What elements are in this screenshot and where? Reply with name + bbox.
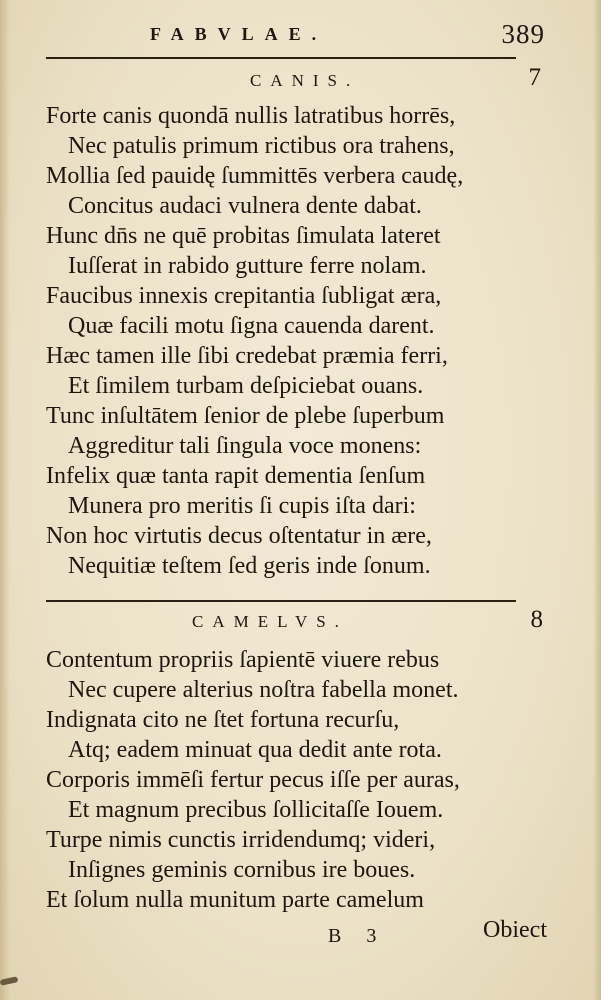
- verse-line: Hunc dn̄s ne quē probitas ſimulata lateret: [46, 223, 441, 249]
- section-rule: [46, 600, 516, 602]
- page-edge-left: [0, 0, 10, 1000]
- verse-line: Et magnum precibus ſollicitaſſe Iouem.: [68, 797, 444, 823]
- header-rule: [46, 57, 516, 59]
- verse-line: Infelix quæ tanta rapit dementia ſenſum: [46, 463, 426, 489]
- verse-line: Contentum propriis ſapientē viuere rebus: [46, 647, 440, 673]
- verse-line: Iuſſerat in rabido gutture ferre nolam.: [68, 253, 427, 279]
- verse-line: Forte canis quondā nullis latratibus horrēs,: [46, 103, 456, 129]
- verse-line: Nec cupere alterius noſtra fabella monet.: [68, 677, 459, 703]
- verse-line: Non hoc virtutis decus oſtentatur in ære,: [46, 523, 432, 549]
- verse-line: Indignata cito ne ſtet fortuna recurſu,: [46, 707, 400, 733]
- verse-line: Atq; eadem minuat qua dedit ante rota.: [68, 737, 442, 763]
- verse-line: Et ſimilem turbam deſpiciebat ouans.: [68, 373, 424, 399]
- verse-line: Turpe nimis cunctis irridendumq; videri,: [46, 827, 436, 853]
- verse-line: Concitus audaci vulnera dente dabat.: [68, 193, 422, 219]
- signature-mark: B 3: [328, 925, 387, 947]
- running-head: FABVLAE.: [150, 24, 328, 44]
- fable-number: 7: [528, 64, 541, 91]
- verse-line: Quæ facili motu ſigna cauenda darent.: [68, 313, 435, 339]
- fable-title: CANIS.: [250, 71, 360, 90]
- verse-line: Corporis immēſi fertur pecus iſſe per auras,: [46, 767, 460, 793]
- page-edge-right: [593, 0, 601, 1000]
- fable-number: 8: [530, 606, 543, 633]
- verse-line: Et ſolum nulla munitum parte camelum: [46, 887, 424, 913]
- verse-line: Faucibus innexis crepitantia ſubligat æra,: [46, 283, 442, 309]
- fable-title: CAMELVS.: [192, 612, 348, 631]
- verse-line: Nec patulis primum rictibus ora trahens,: [68, 133, 455, 159]
- catchword: Obiect: [483, 917, 547, 943]
- verse-line: Mollia ſed pauidę ſummittēs verbera caudę,: [46, 163, 464, 189]
- verse-line: Munera pro meritis ſi cupis iſta dari:: [68, 493, 416, 519]
- verse-line: Nequitiæ teſtem ſed geris inde ſonum.: [68, 553, 431, 579]
- verse-line: Hæc tamen ille ſibi credebat præmia ferri,: [46, 343, 448, 369]
- fable-text-camelus: [46, 645, 460, 915]
- fable-text-canis: [46, 101, 463, 581]
- verse-line: Tunc inſultātem ſenior de plebe ſuperbum: [46, 403, 445, 429]
- verse-line: Aggreditur tali ſingula voce monens:: [68, 433, 422, 459]
- verse-line: Inſignes geminis cornibus ire boues.: [68, 857, 416, 883]
- page-number: 389: [501, 19, 545, 49]
